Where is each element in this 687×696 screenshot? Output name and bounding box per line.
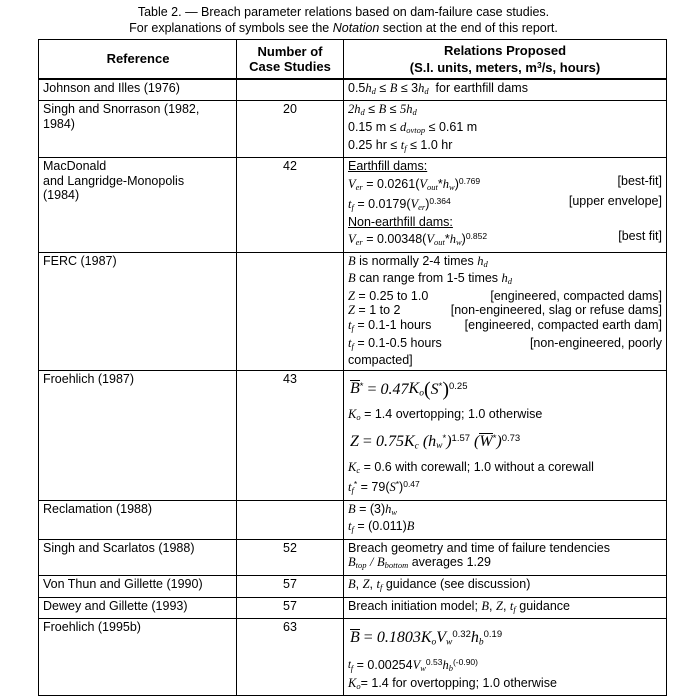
relation-line: B is normally 2-4 times $h_d$ — [348, 253, 488, 269]
cell-relations — [344, 539, 667, 575]
cell-reference: Froehlich (1987) — [39, 370, 237, 500]
breach-parameter-table — [38, 39, 667, 696]
relation-line: 0.15 $m \le d_{ovtop} \le 0.61$ m — [348, 120, 478, 136]
relation-line: $V_{er} = 0.0261(V_{out}*h_w)^{0.769}$ [best-fit] — [348, 173, 662, 192]
relation-line: $K_c = 0.6$ with corewall; 1.0 without a corewall — [348, 459, 594, 475]
cell-case-studies: 63 — [237, 619, 344, 696]
table-row — [39, 252, 667, 370]
table-row — [39, 158, 667, 252]
relations-line-1: Relations Proposed — [443, 43, 567, 58]
cell-case-studies — [237, 79, 344, 101]
cell-relations — [344, 575, 667, 597]
cell-reference: FERC (1987) — [39, 252, 237, 370]
relation-line: $t_f = 0.0179(V_{er})^{0.364}$ [upper envelope] — [348, 194, 662, 213]
column-header-reference: Reference — [39, 40, 237, 79]
relation-line: Z = 0.25 to 1.0 [engineered, compacted dams] — [348, 288, 662, 303]
relation-equation: $Z = 0.75K_c$ $(h_w^*)^{1.57}$ $(W^*)^{0.73}$ — [350, 433, 521, 452]
relation-line: $2h_d \le B \le 5h_d$ — [348, 102, 417, 118]
table-row — [39, 500, 667, 539]
relations-units-exponent: 3 — [536, 60, 542, 70]
caption-line-2 — [0, 20, 687, 36]
relation-line: Breach geometry and time of failure tendencies — [348, 540, 610, 555]
relation-equation: $B = 0.1803K_oV_w^{0.32}h_b^{0.19}$ — [350, 628, 503, 648]
relation-line: $K_o= 1.4$ for overtopping; 1.0 otherwise — [348, 675, 557, 691]
relation-tag: [engineered, compacted earth dam] — [464, 317, 662, 332]
table-row — [39, 597, 667, 619]
relation-line: $K_o = 1.4$ overtopping; 1.0 otherwise — [348, 406, 543, 422]
cell-reference: Johnson and Illes (1976) — [39, 79, 237, 101]
column-header-case-studies — [237, 40, 344, 79]
relation-tag: [non-engineered, poorly — [529, 335, 662, 350]
relation-line: $B_{top} / B_{bottom}$ averages 1.29 — [348, 555, 491, 571]
table-body — [39, 79, 667, 696]
cell-reference: Dewey and Gillette (1993) — [39, 597, 237, 619]
relation-line: 0.25 hr ≤ $t_f \le 1.0$ hr — [348, 137, 453, 153]
cell-case-studies: 57 — [237, 597, 344, 619]
cell-case-studies — [237, 252, 344, 370]
cell-relations — [344, 619, 667, 696]
relation-line: $B = (3)h_w$ — [348, 501, 398, 517]
header-row — [39, 40, 667, 79]
relation-line: $t_f^* = 79(S^*)^{0.47}$ — [348, 479, 420, 496]
relation-line: B can range from 1-5 times $h_d$ — [348, 271, 513, 287]
relation-equation: $B^* = 0.47K_o(S^*)^{0.25}$ — [350, 377, 468, 400]
cell-relations — [344, 370, 667, 500]
table-row — [39, 575, 667, 597]
cell-case-studies: 42 — [237, 158, 344, 252]
table-row — [39, 539, 667, 575]
cell-reference: Froehlich (1995b) — [39, 619, 237, 696]
relation-line: $^t_f = 0.00254V_w^{0.53}h_b^{(-0.90)}$ — [348, 657, 478, 674]
cell-case-studies: 20 — [237, 101, 344, 158]
relation-line: $t_f = 0.1-1$ hours [engineered, compacted earth dam] — [348, 317, 662, 333]
cell-relations — [344, 597, 667, 619]
relation-tag: [upper envelope] — [568, 194, 662, 209]
table-row — [39, 370, 667, 500]
relations-units-post: /s, hours) — [541, 59, 601, 75]
relation-tag: [engineered, compacted dams] — [490, 288, 662, 303]
cell-reference: Singh and Scarlatos (1988) — [39, 539, 237, 575]
cell-case-studies: 57 — [237, 575, 344, 597]
caption-notation-ref: Notation — [332, 21, 380, 35]
cell-reference: MacDonald and Langridge-Monopolis (1984) — [39, 158, 237, 252]
cell-case-studies — [237, 500, 344, 539]
relation-line: $V_{er} = 0.00348(V_{out}*h_w)^{0.852}$ [best fit] — [348, 229, 662, 248]
table-caption — [0, 0, 687, 36]
caption-line-1: Table 2. — Breach parameter relations based on dam-failure case studies. — [137, 5, 550, 19]
table-row — [39, 101, 667, 158]
relation-subheading: Earthfill dams: — [348, 159, 428, 174]
column-header-relations — [344, 40, 667, 79]
cell-reference: Von Thun and Gillette (1990) — [39, 575, 237, 597]
relations-line-2 — [410, 60, 600, 75]
cell-relations — [344, 158, 667, 252]
relation-tag: [best fit] — [618, 229, 662, 244]
case-studies-line-1: Number of — [257, 43, 323, 59]
relation-line: Z = 1 to 2 [non-engineered, slag or refuse dams] — [348, 303, 662, 318]
relation-line: $t_f = (0.011)B$ — [348, 519, 415, 535]
cell-relations — [344, 500, 667, 539]
caption-line-2-pre: For explanations of symbols see the — [129, 21, 333, 35]
cell-case-studies: 43 — [237, 370, 344, 500]
cell-relations — [344, 79, 667, 101]
caption-line-2-post: section at the end of this report. — [379, 21, 558, 35]
cell-reference: Reclamation (1988) — [39, 500, 237, 539]
relation-tag: [non-engineered, slag or refuse dams] — [450, 303, 662, 318]
table-row — [39, 79, 667, 101]
relations-units-pre: (S.I. units, meters, m — [409, 59, 537, 75]
cell-case-studies: 52 — [237, 539, 344, 575]
cell-relations — [344, 252, 667, 370]
case-studies-line-2: Case Studies — [249, 58, 331, 74]
cell-reference: Singh and Snorrason (1982, 1984) — [39, 101, 237, 158]
relation-subheading: Non-earthfill dams: — [348, 214, 453, 229]
relation-line: $0.5h_d \le B \le 3h_d$ for earthfill dams — [348, 80, 528, 96]
cell-relations — [344, 101, 667, 158]
table-header — [39, 40, 667, 79]
relation-tag: [best-fit] — [617, 173, 662, 188]
table-row — [39, 619, 667, 696]
relation-line: $t_f = 0.1-0.5$ hours [non-engineered, poorly compacted] — [348, 335, 662, 368]
relation-line: B, Z, $t_f$ guidance (see discussion) — [348, 576, 531, 593]
relation-line: Breach initiation model; B, Z, $t_f$ guidance — [348, 598, 570, 614]
